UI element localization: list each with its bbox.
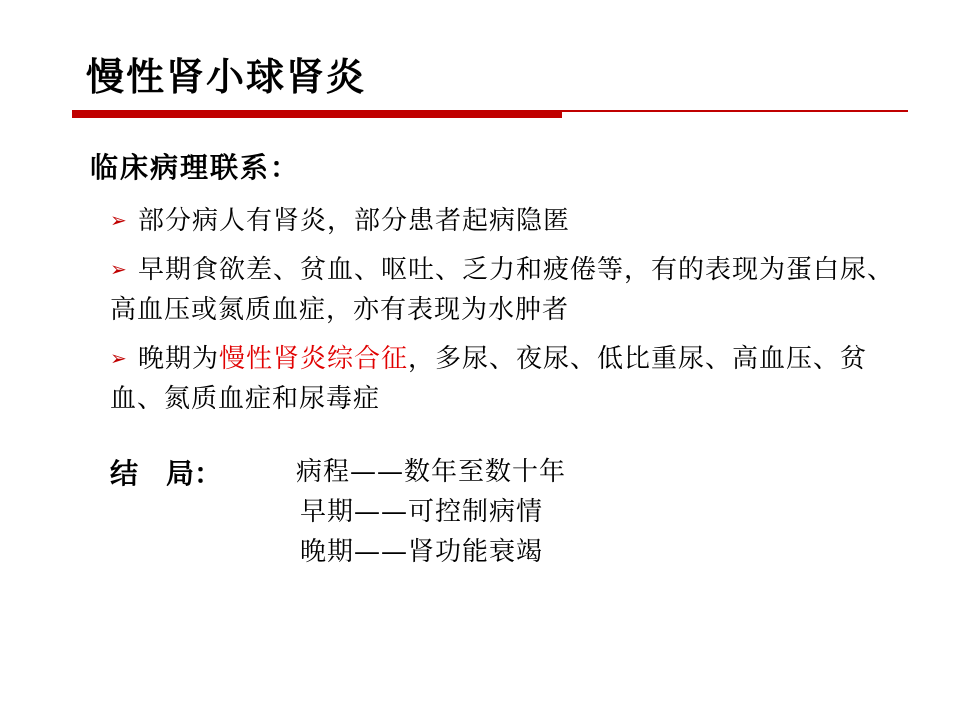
arrow-right-icon: ➢ (110, 346, 128, 370)
bullet-item (110, 249, 910, 330)
arrow-right-icon: ➢ (110, 257, 128, 281)
title-accent-bar (72, 112, 562, 118)
arrow-right-icon: ➢ (110, 208, 128, 232)
bullet-text: 部分病人有肾炎，部分患者起病隐匿 (138, 206, 571, 236)
outcome-row-course: 病程——数年至数十年 (296, 457, 567, 487)
bullet-item (110, 200, 910, 241)
bullet-text: 早期食欲差、贫血、呕吐、乏力和疲倦等，有的表现为蛋白尿、高血压或氮质血症，亦有表现为水肿者 (110, 255, 895, 325)
outcome-list (296, 452, 566, 572)
bullet-list (110, 200, 910, 427)
bullet-item (110, 338, 910, 419)
outcome-row-early: 早期——可控制病情 (300, 497, 544, 527)
outcome-label: 结 局： (110, 457, 223, 490)
bullet-text-pre: 晚期为 (138, 344, 220, 374)
highlighted-term: 慢性肾炎综合征 (219, 344, 409, 374)
outcome-row-late: 晚期——肾功能衰竭 (300, 537, 544, 567)
slide-title: 慢性肾小球肾炎 (86, 54, 367, 99)
bullet-text-post: ，多尿、夜尿、低比重尿、高血压、贫血、氮质血症和尿毒症 (110, 344, 868, 414)
section-heading: 临床病理联系： (90, 151, 301, 184)
